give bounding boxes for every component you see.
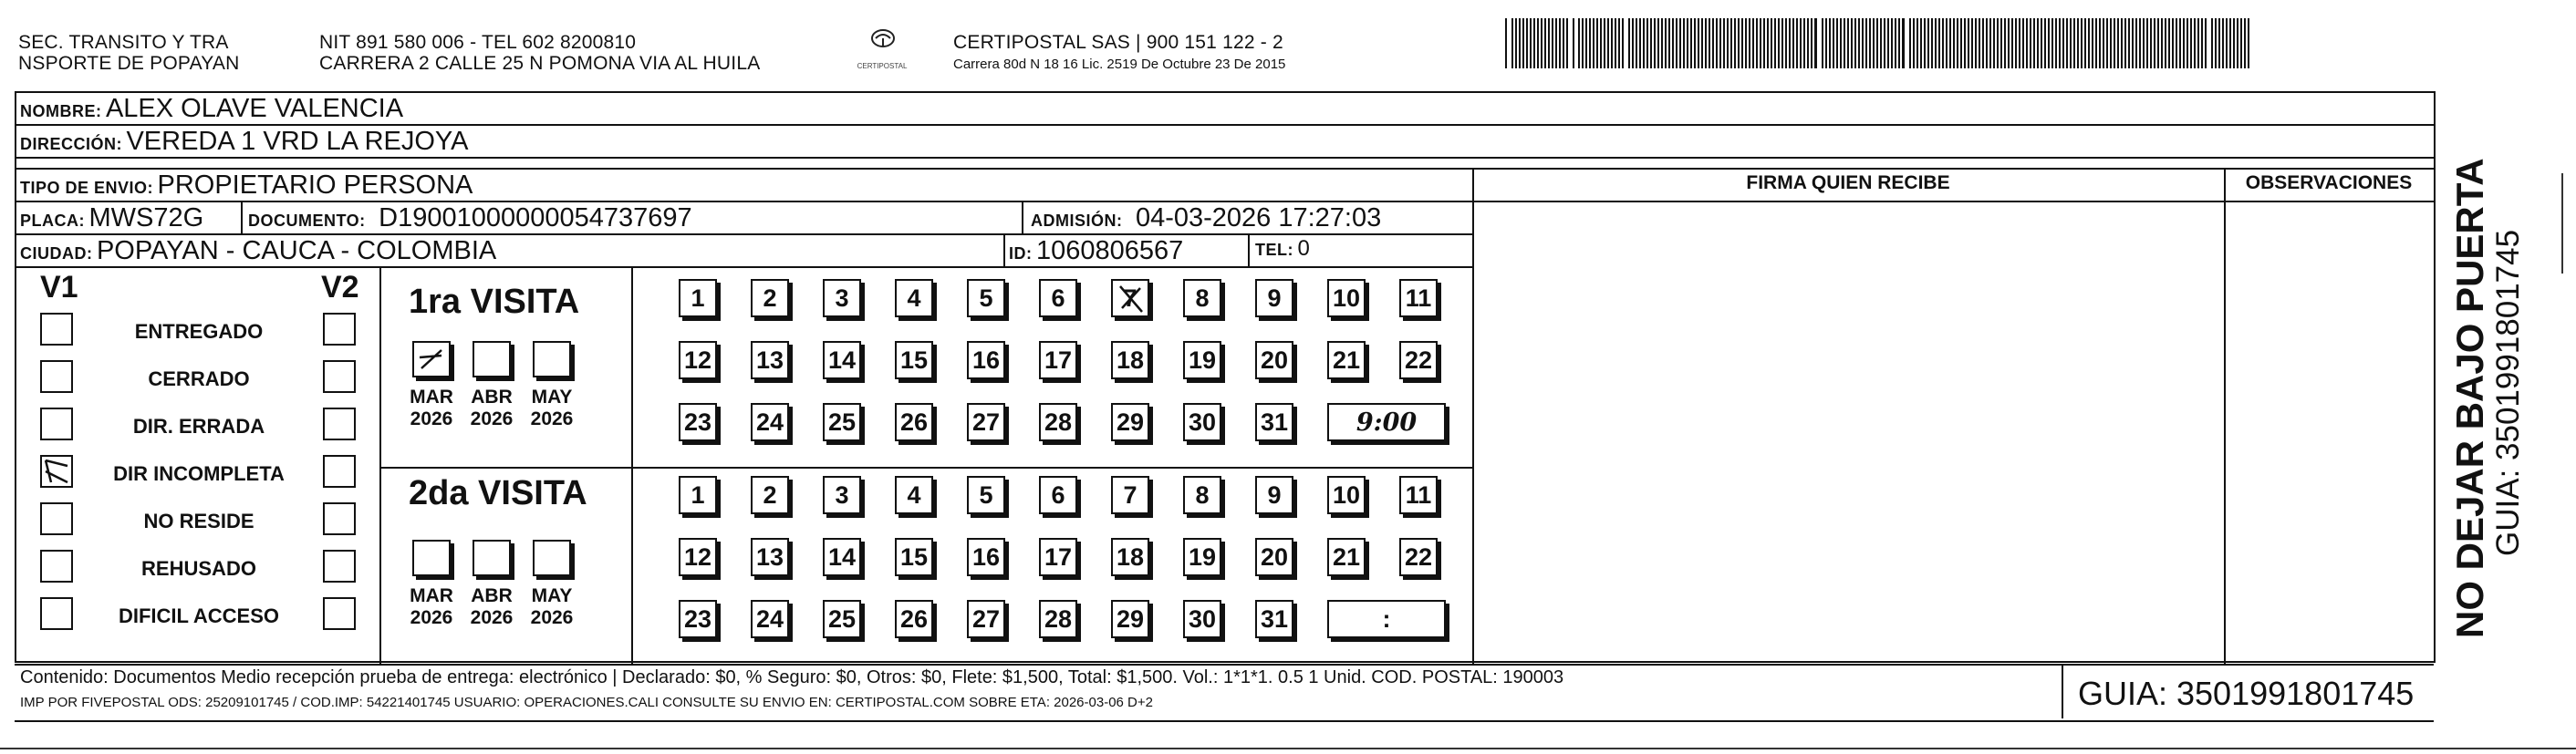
footer-guia: GUIA: 3501991801745 <box>2078 675 2415 712</box>
company-sub: Carrera 80d N 18 16 Lic. 2519 De Octubre 23 De 2015 <box>953 57 1286 72</box>
visit1-day[interactable] <box>823 403 861 441</box>
visit1-month-label: ABR <box>471 387 513 408</box>
visit2-time-sep: : <box>1382 604 1391 633</box>
status-label: CERRADO <box>148 367 250 390</box>
visit1-day-number: 13 <box>755 346 784 374</box>
visit2-day[interactable] <box>1183 600 1221 638</box>
visit2-day-number: 13 <box>755 542 784 571</box>
visit2-day-number: 5 <box>979 480 993 509</box>
row-admision <box>1031 203 1381 233</box>
v1-checkbox[interactable] <box>40 455 73 488</box>
admision-value: 04-03-2026 17:27:03 <box>1135 203 1382 232</box>
tel-label: TEL: <box>1255 241 1293 259</box>
visit2-day[interactable] <box>1039 538 1077 576</box>
v1-checkbox[interactable] <box>40 408 73 440</box>
visit2-day-number: 12 <box>683 542 712 571</box>
visit2-day[interactable] <box>751 476 789 514</box>
visit2-day[interactable] <box>967 538 1005 576</box>
placa-label: PLACA: <box>20 212 85 230</box>
visit1-year-label: 2026 <box>530 408 574 429</box>
visit1-day[interactable] <box>751 403 789 441</box>
visit2-day-number: 14 <box>827 542 857 571</box>
tel-value: 0 <box>1297 236 1310 261</box>
visit2-day-number: 24 <box>755 604 784 633</box>
id-value: 1060806567 <box>1035 236 1184 265</box>
visit2-day[interactable] <box>1111 538 1149 576</box>
visit2-day[interactable] <box>751 538 789 576</box>
visit2-day-number: 21 <box>1332 542 1361 571</box>
tipo-value: PROPIETARIO PERSONA <box>157 170 473 200</box>
visit1-day-number: 10 <box>1332 284 1361 312</box>
sender-address: CARRERA 2 CALLE 25 N POMONA VIA AL HUILA <box>319 53 761 74</box>
visit2-day[interactable] <box>1399 538 1438 576</box>
visit2-day[interactable] <box>967 476 1005 514</box>
visit2-day[interactable] <box>823 476 861 514</box>
visit1-year-label: 2026 <box>470 408 514 429</box>
visit1-day[interactable] <box>1255 279 1293 317</box>
visit1-day-number: 26 <box>899 408 929 436</box>
sender-name-line1: SEC. TRANSITO Y TRA <box>18 32 229 53</box>
v1-checkbox[interactable] <box>40 502 73 535</box>
row-ciudad <box>20 236 496 266</box>
visit1-title: 1ra VISITA <box>409 283 580 321</box>
barcode <box>1505 18 2253 68</box>
side-no-dejar: NO DEJAR BAJO PUERTA <box>2448 158 2491 638</box>
visit2-day-number: 22 <box>1404 542 1433 571</box>
visit1-day-number: 8 <box>1195 284 1210 312</box>
visit2-day-number: 4 <box>907 480 921 509</box>
visit2-year-label: 2026 <box>410 607 453 628</box>
v2-checkbox[interactable] <box>323 502 356 535</box>
visit1-day-number: 5 <box>979 284 993 312</box>
visit2-day-number: 2 <box>763 480 777 509</box>
visit2-day[interactable] <box>823 600 861 638</box>
visit1-day-number: 1 <box>691 284 705 312</box>
visit1-month-checkbox[interactable] <box>533 341 571 377</box>
visit2-day[interactable] <box>1183 476 1221 514</box>
visit2-day-number: 26 <box>899 604 929 633</box>
visit1-day[interactable] <box>751 341 789 379</box>
visit2-day-number: 23 <box>683 604 712 633</box>
visit1-day-number: 14 <box>827 346 857 374</box>
sender-name-line2: NSPORTE DE POPAYAN <box>18 53 240 74</box>
visit1-day[interactable] <box>1255 341 1293 379</box>
firma-header: FIRMA QUIEN RECIBE <box>1746 172 1950 193</box>
visit1-day[interactable] <box>751 279 789 317</box>
visit2-day-number: 31 <box>1260 604 1289 633</box>
visit1-day[interactable] <box>1399 341 1438 379</box>
visit1-day[interactable] <box>1327 279 1366 317</box>
visit2-day[interactable] <box>895 476 933 514</box>
visit1-day[interactable] <box>1111 403 1149 441</box>
v1-label: V1 <box>40 270 78 305</box>
v2-checkbox[interactable] <box>323 408 356 440</box>
visit2-day[interactable] <box>1327 538 1366 576</box>
admision-label: ADMISIÓN: <box>1031 212 1123 230</box>
status-label: DIR. ERRADA <box>132 415 265 438</box>
visit2-day[interactable] <box>1039 476 1077 514</box>
visit1-day[interactable] <box>679 279 717 317</box>
visit2-day[interactable] <box>895 600 933 638</box>
visit2-day-number: 7 <box>1123 480 1137 509</box>
visit1-month-checkbox[interactable] <box>412 341 451 377</box>
visit1-day[interactable] <box>1183 279 1221 317</box>
v1-checkbox[interactable] <box>40 313 73 346</box>
row-tel <box>1255 236 1310 262</box>
visit1-day[interactable] <box>1111 279 1149 317</box>
footer-line2: IMP POR FIVEPOSTAL ODS: 25209101745 / COD.IMP: 54221401745 USUARIO: OPERACIONES.CALI CONSULTE SU ENVIO EN: CERTIPOSTAL.COM SOBRE ETA: 2026-03-06 D+2 <box>20 695 1153 710</box>
visit2-day-number: 20 <box>1260 542 1289 571</box>
tipo-label: TIPO DE ENVIO: <box>20 179 154 197</box>
visit1-day-number: 22 <box>1404 346 1433 374</box>
v2-checkbox[interactable] <box>323 313 356 346</box>
day-check-mark <box>1113 281 1149 324</box>
documento-value: D19001000000054737697 <box>379 203 692 232</box>
visit2-day-number: 8 <box>1195 480 1210 509</box>
visit1-day-number: 24 <box>755 408 784 436</box>
status-label: DIFICIL ACCESO <box>118 604 279 627</box>
visit2-day-number: 9 <box>1267 480 1282 509</box>
visit2-day-number: 16 <box>971 542 1001 571</box>
visit1-day-number: 9 <box>1267 284 1282 312</box>
v2-checkbox[interactable] <box>323 597 356 630</box>
placa-value: MWS72G <box>88 203 204 232</box>
visit1-day-number: 16 <box>971 346 1001 374</box>
v2-checkbox[interactable] <box>323 550 356 583</box>
visit1-time-box[interactable] <box>1327 403 1446 441</box>
visit1-day[interactable] <box>1183 341 1221 379</box>
visit1-day[interactable] <box>1039 341 1077 379</box>
row-tipo <box>20 170 473 201</box>
status-label: REHUSADO <box>141 557 256 580</box>
visit2-day-number: 11 <box>1405 480 1432 509</box>
ciudad-value: POPAYAN - CAUCA - COLOMBIA <box>96 236 497 265</box>
visit2-month-checkbox[interactable] <box>533 540 571 576</box>
visit1-day[interactable] <box>895 279 933 317</box>
visit1-day-number: 31 <box>1260 408 1289 436</box>
observaciones-header: OBSERVACIONES <box>2245 172 2413 193</box>
visit1-day-number: 25 <box>827 408 857 436</box>
visit2-month-checkbox[interactable] <box>412 540 451 576</box>
row-direccion <box>20 127 468 157</box>
v1-checkbox[interactable] <box>40 360 73 393</box>
visit1-day[interactable] <box>895 403 933 441</box>
visit1-day[interactable] <box>823 279 861 317</box>
visit1-day-number: 27 <box>971 408 1001 436</box>
visit1-day-number: 7 <box>1123 284 1137 312</box>
row-nombre <box>20 94 403 124</box>
side-guia: GUIA: 3501991801745 <box>2490 229 2526 556</box>
visit1-day[interactable] <box>967 341 1005 379</box>
certipostal-logo-icon <box>863 27 903 58</box>
visit1-day[interactable] <box>967 279 1005 317</box>
visit1-month-label: MAR <box>410 387 453 408</box>
visit2-day[interactable] <box>1183 538 1221 576</box>
visit1-day[interactable] <box>679 341 717 379</box>
v1-checkbox[interactable] <box>40 597 73 630</box>
visit2-day[interactable] <box>1255 476 1293 514</box>
visit1-time-value: 9:00 <box>1356 408 1418 437</box>
visit2-month-checkbox[interactable] <box>473 540 511 576</box>
visit1-day-number: 28 <box>1044 408 1073 436</box>
visit2-day-number: 27 <box>971 604 1001 633</box>
visit2-title: 2da VISITA <box>409 474 587 512</box>
visit1-day[interactable] <box>1255 403 1293 441</box>
visit1-day[interactable] <box>1039 403 1077 441</box>
visit1-day-number: 3 <box>835 284 849 312</box>
company-line: CERTIPOSTAL SAS | 900 151 122 - 2 <box>953 32 1283 53</box>
visit2-day[interactable] <box>1039 600 1077 638</box>
visit1-day-number: 19 <box>1188 346 1217 374</box>
visit1-day-number: 2 <box>763 284 777 312</box>
visit1-day[interactable] <box>823 341 861 379</box>
logo-small-text: CERTIPOSTAL <box>857 62 908 70</box>
visit1-day-number: 17 <box>1044 346 1073 374</box>
status-label: NO RESIDE <box>143 510 254 532</box>
v2-checkbox[interactable] <box>323 360 356 393</box>
visit2-day[interactable] <box>751 600 789 638</box>
row-placa <box>20 203 203 233</box>
visit2-year-label: 2026 <box>530 607 574 628</box>
direccion-value: VEREDA 1 VRD LA REJOYA <box>126 127 469 156</box>
visit1-day[interactable] <box>1183 403 1221 441</box>
status-label: ENTREGADO <box>134 320 264 343</box>
visit1-day[interactable] <box>1327 341 1366 379</box>
visit1-day[interactable] <box>1039 279 1077 317</box>
visit2-day[interactable] <box>1111 600 1149 638</box>
visit1-day[interactable] <box>1399 279 1438 317</box>
visit2-month-label: ABR <box>471 585 513 606</box>
visit2-day[interactable] <box>1255 538 1293 576</box>
v2-label: V2 <box>321 270 359 305</box>
visit1-month-checkbox[interactable] <box>473 341 511 377</box>
visit2-day-number: 19 <box>1188 542 1217 571</box>
footer-line1: Contenido: Documentos Medio recepción prueba de entrega: electrónico | Declarado: $0, % Seguro: $0, Otros: $0, Flete: $1,500, Total: $1,500. Vol.: 1*1*1. 0.5 1 Unid. COD. POSTAL: 190003 <box>20 667 1564 687</box>
visit1-day[interactable] <box>1111 341 1149 379</box>
v2-checkbox[interactable] <box>323 455 356 488</box>
id-label: ID: <box>1009 244 1033 263</box>
visit2-day[interactable] <box>1111 476 1149 514</box>
visit1-day[interactable] <box>967 403 1005 441</box>
visit2-day-number: 17 <box>1044 542 1073 571</box>
visit2-time-box[interactable] <box>1327 600 1446 638</box>
visit1-day[interactable] <box>679 403 717 441</box>
row-documento <box>248 203 692 233</box>
visit2-day[interactable] <box>1399 476 1438 514</box>
visit1-day-number: 23 <box>683 408 712 436</box>
visit2-day[interactable] <box>1327 476 1366 514</box>
nombre-value: ALEX OLAVE VALENCIA <box>105 94 404 123</box>
visit2-day[interactable] <box>679 476 717 514</box>
visit2-day-number: 30 <box>1188 604 1217 633</box>
visit2-day[interactable] <box>679 600 717 638</box>
visit1-day-number: 21 <box>1332 346 1361 374</box>
visit2-day-number: 25 <box>827 604 857 633</box>
visit2-month-label: MAR <box>410 585 453 606</box>
visit2-month-label: MAY <box>531 585 573 606</box>
visit1-day-number: 18 <box>1116 346 1145 374</box>
visit1-year-label: 2026 <box>410 408 453 429</box>
documento-label: DOCUMENTO: <box>248 212 366 230</box>
ciudad-label: CIUDAD: <box>20 244 93 263</box>
visit2-day-number: 10 <box>1332 480 1361 509</box>
visit2-day[interactable] <box>823 538 861 576</box>
visit2-day-number: 1 <box>691 480 705 509</box>
visit2-day-number: 29 <box>1116 604 1145 633</box>
visit1-day-number: 29 <box>1116 408 1145 436</box>
visit1-day-number: 15 <box>899 346 929 374</box>
visit1-day[interactable] <box>895 341 933 379</box>
nombre-label: NOMBRE: <box>20 102 102 120</box>
visit1-day-number: 20 <box>1260 346 1289 374</box>
visit1-day-number: 30 <box>1188 408 1217 436</box>
visit1-day-number: 12 <box>683 346 712 374</box>
v1-checkbox[interactable] <box>40 550 73 583</box>
status-label: DIR INCOMPLETA <box>113 462 285 485</box>
visit2-day-number: 6 <box>1051 480 1065 509</box>
visit2-day-number: 3 <box>835 480 849 509</box>
visit1-month-label: MAY <box>531 387 573 408</box>
row-id <box>1009 236 1183 266</box>
visit2-year-label: 2026 <box>470 607 514 628</box>
sender-nit: NIT 891 580 006 - TEL 602 8200810 <box>319 32 637 53</box>
visit1-day-number: 4 <box>907 284 921 312</box>
visit2-day[interactable] <box>1255 600 1293 638</box>
visit1-day-number: 6 <box>1051 284 1065 312</box>
visit2-day-number: 28 <box>1044 604 1073 633</box>
visit2-day[interactable] <box>967 600 1005 638</box>
visit2-day[interactable] <box>895 538 933 576</box>
visit2-day-number: 18 <box>1116 542 1145 571</box>
visit1-day-number: 11 <box>1405 284 1432 312</box>
direccion-label: DIRECCIÓN: <box>20 135 122 153</box>
visit2-day-number: 15 <box>899 542 929 571</box>
visit2-day[interactable] <box>679 538 717 576</box>
